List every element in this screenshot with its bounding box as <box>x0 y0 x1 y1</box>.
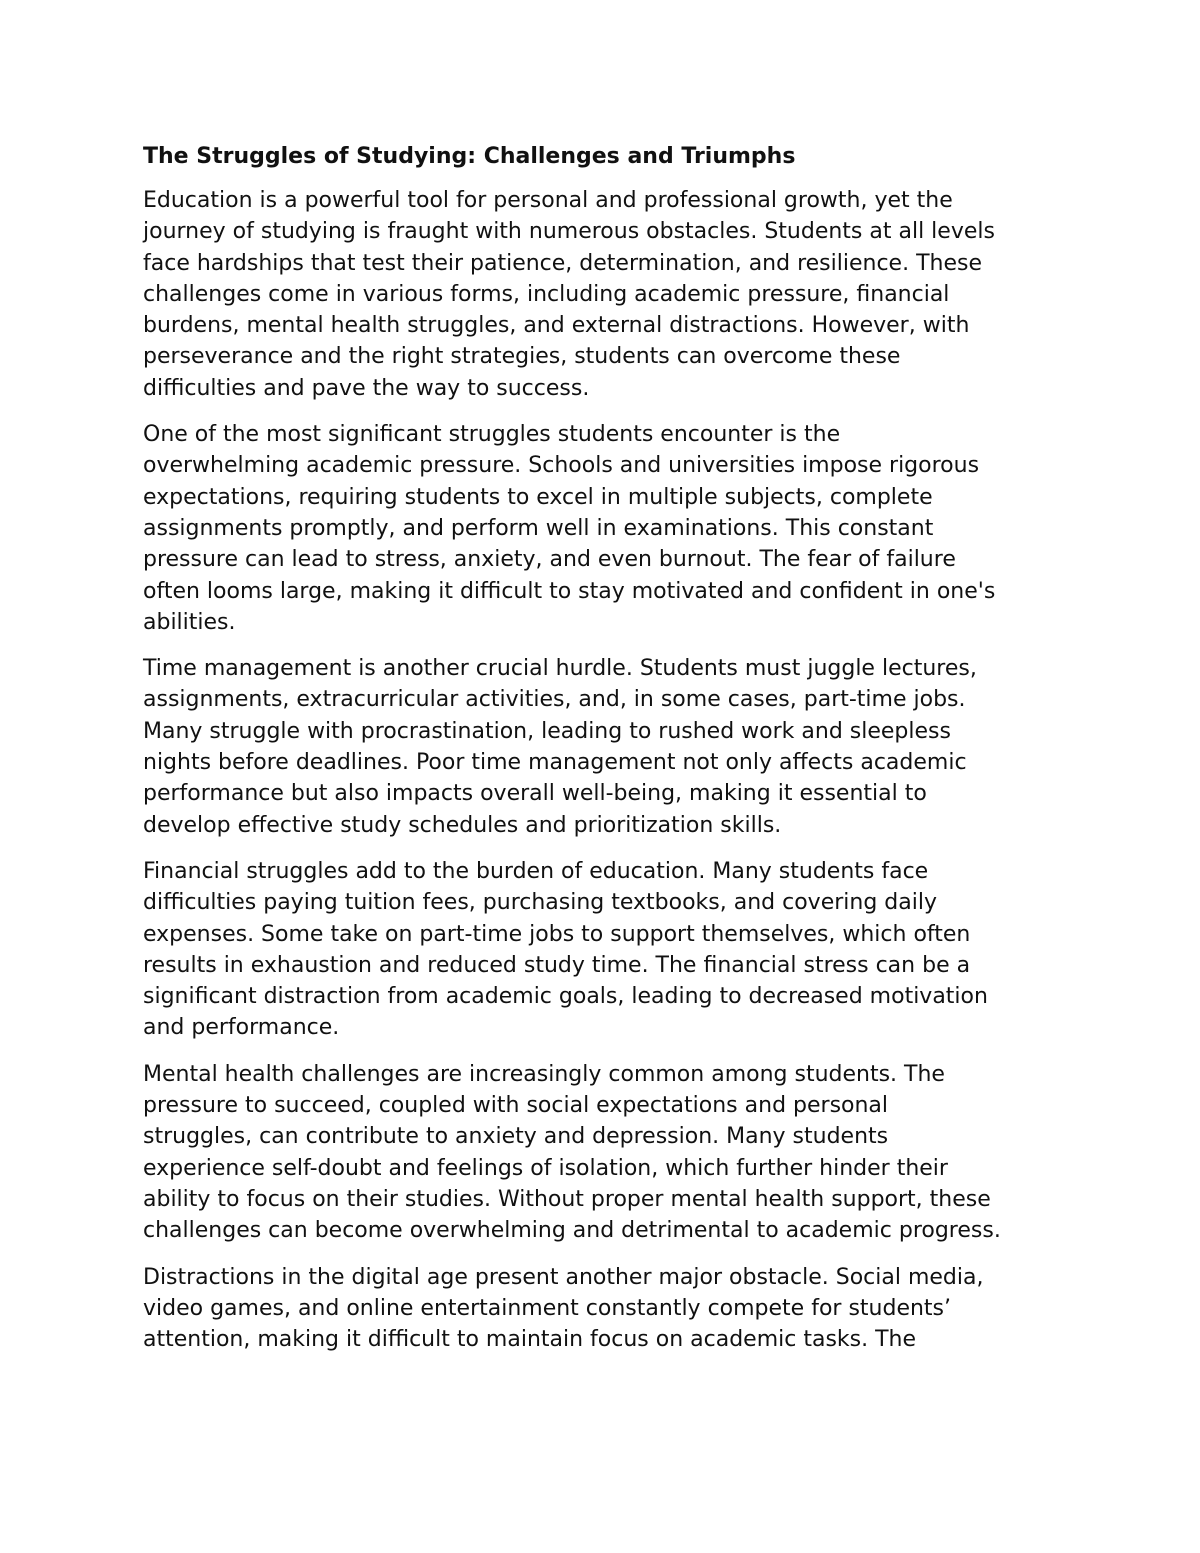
paragraph-line: performance but also impacts overall well-being, making it essential to <box>143 781 927 807</box>
paragraph-line: results in exhaustion and reduced study time. The financial stress can be a <box>143 952 971 978</box>
paragraph-line: pressure to succeed, coupled with social expectations and personal <box>143 1093 889 1119</box>
paragraph-line: expectations, requiring students to excel in multiple subjects, complete <box>143 484 933 510</box>
paragraph-time-management <box>143 653 1063 841</box>
paragraph-digital-distractions <box>143 1262 1063 1356</box>
paragraph-line: nights before deadlines. Poor time management not only affects academic <box>143 750 967 776</box>
paragraph-line: assignments promptly, and perform well in examinations. This constant <box>143 515 934 541</box>
paragraph-intro <box>143 185 1063 404</box>
paragraph-line: One of the most significant struggles students encounter is the <box>143 422 841 448</box>
paragraph-line: perseverance and the right strategies, students can overcome these <box>143 344 901 370</box>
paragraph-line: journey of studying is fraught with numerous obstacles. Students at all levels <box>143 219 995 245</box>
document-title: The Struggles of Studying: Challenges and Triumphs <box>143 144 796 169</box>
paragraph-line: challenges come in various forms, including academic pressure, financial <box>143 281 950 307</box>
paragraph-line: Mental health challenges are increasingly common among students. The <box>143 1061 945 1087</box>
paragraph-line: assignments, extracurricular activities, and, in some cases, part-time jobs. <box>143 687 966 713</box>
paragraph-line: abilities. <box>143 609 236 635</box>
paragraph-line: face hardships that test their patience, determination, and resilience. These <box>143 250 982 276</box>
paragraph-financial-struggles <box>143 856 1063 1044</box>
paragraph-line: expenses. Some take on part-time jobs to support themselves, which often <box>143 921 971 947</box>
paragraph-line: develop effective study schedules and prioritization skills. <box>143 812 782 838</box>
paragraph-line: pressure can lead to stress, anxiety, and even burnout. The fear of failure <box>143 547 956 573</box>
paragraph-line: experience self-doubt and feelings of isolation, which further hinder their <box>143 1155 948 1181</box>
paragraph-line: video games, and online entertainment constantly compete for students’ <box>143 1295 952 1321</box>
paragraph-line: difficulties paying tuition fees, purchasing textbooks, and covering daily <box>143 890 937 916</box>
paragraph-line: overwhelming academic pressure. Schools and universities impose rigorous <box>143 453 980 479</box>
paragraph-line: ability to focus on their studies. Without proper mental health support, these <box>143 1186 991 1212</box>
paragraph-line: and performance. <box>143 1015 340 1041</box>
paragraph-academic-pressure <box>143 419 1063 638</box>
paragraph-line: often looms large, making it difficult to stay motivated and confident in one's <box>143 578 996 604</box>
paragraph-line: Many struggle with procrastination, leading to rushed work and sleepless <box>143 718 951 744</box>
paragraph-line: difficulties and pave the way to success. <box>143 375 590 401</box>
paragraph-line: challenges can become overwhelming and detrimental to academic progress. <box>143 1218 1001 1244</box>
document-body <box>143 141 1063 1370</box>
paragraph-line: struggles, can contribute to anxiety and depression. Many students <box>143 1124 889 1150</box>
paragraph-line: attention, making it difficult to maintain focus on academic tasks. The <box>143 1327 917 1353</box>
paragraph-mental-health <box>143 1059 1063 1247</box>
paragraph-line: Education is a powerful tool for personal and professional growth, yet the <box>143 188 953 213</box>
paragraph-line: Time management is another crucial hurdle. Students must juggle lectures, <box>143 656 977 682</box>
paragraph-line: Financial struggles add to the burden of education. Many students face <box>143 858 929 884</box>
paragraph-line: Distractions in the digital age present another major obstacle. Social media, <box>143 1264 984 1290</box>
paragraph-line: burdens, mental health struggles, and external distractions. However, with <box>143 313 970 339</box>
paragraph-line: significant distraction from academic goals, leading to decreased motivation <box>143 984 988 1010</box>
